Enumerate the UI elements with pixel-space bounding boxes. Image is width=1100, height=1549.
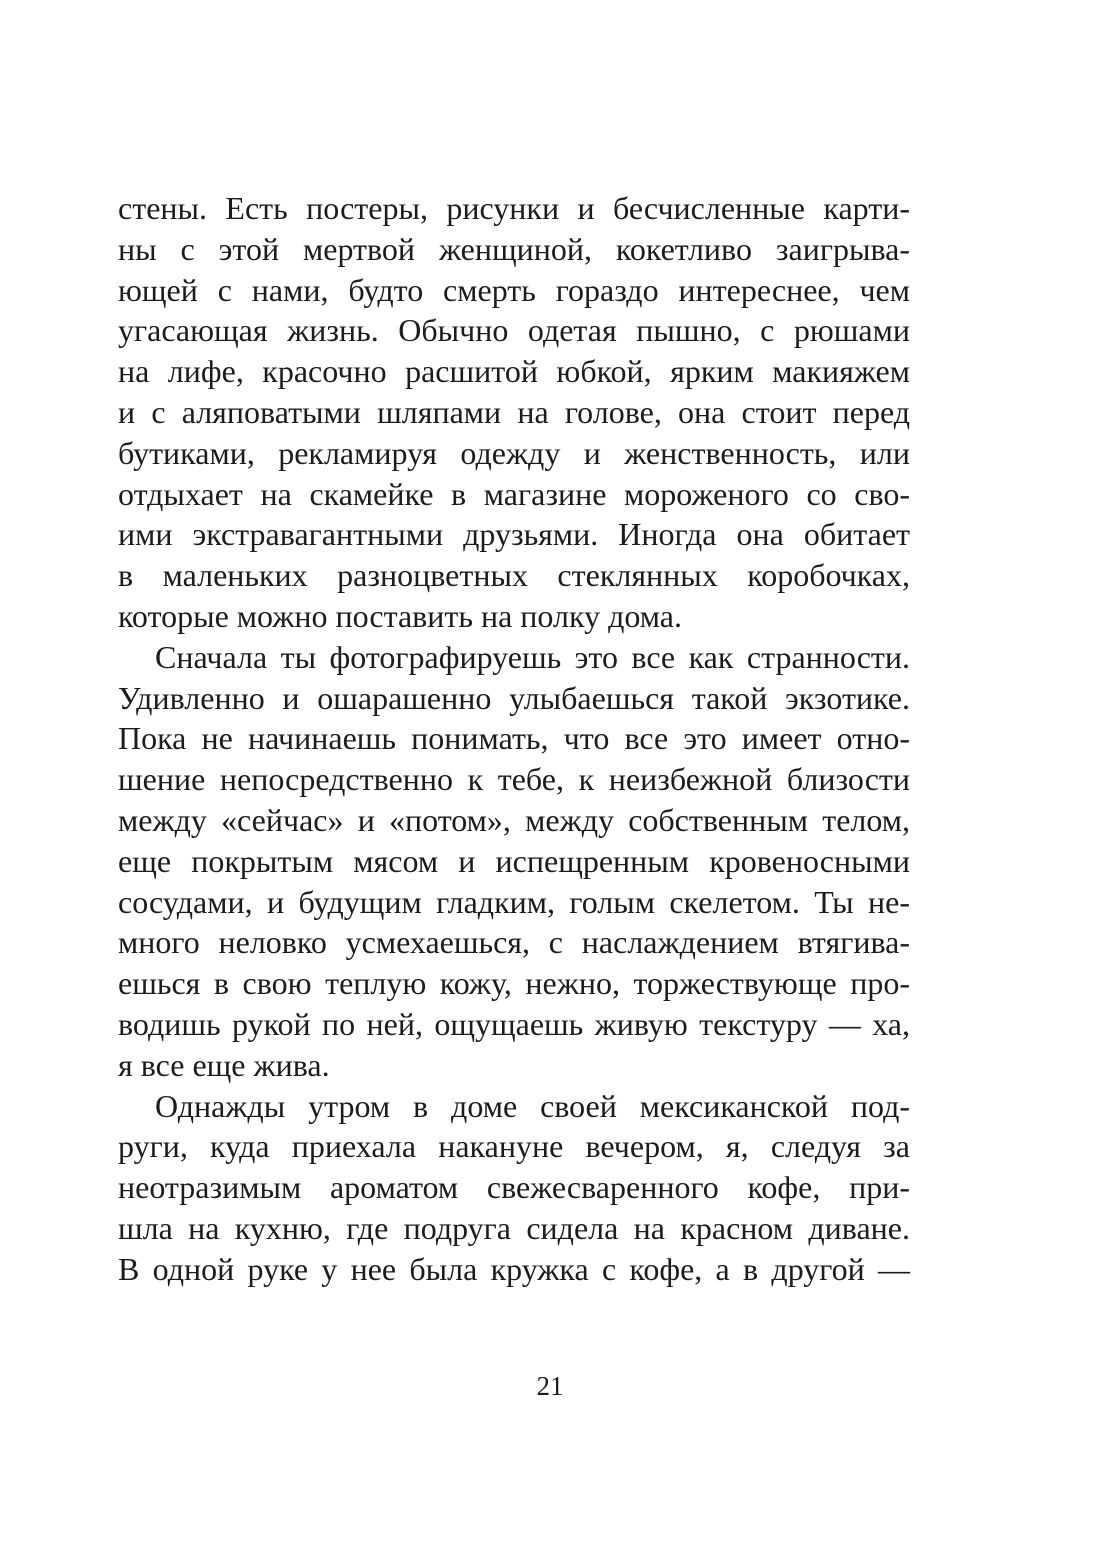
text-line: стены. Есть постеры, рисунки и бесчисленные карти- — [118, 190, 910, 226]
text-line: много неловко усмехаешься, с наслаждением втягива- — [118, 924, 910, 961]
text-line: неотразимым ароматом свежесваренного кофе, при- — [118, 1169, 910, 1206]
text-line: Пока не начинаешь понимать, что все это имеет отно- — [118, 720, 910, 757]
text-line: водишь рукой по ней, ощущаешь живую текстуру — ха, — [118, 1005, 910, 1042]
paragraph-3 — [118, 1086, 910, 1290]
text-line: на лифе, красочно расшитой юбкой, ярким макияжем — [118, 353, 910, 390]
text-line: Удивленно и ошарашенно улыбаешься такой экзотике. — [118, 679, 910, 716]
text-line: еще покрытым мясом и испещренным кровеносными — [118, 842, 910, 879]
text-line: ешься в свою теплую кожу, нежно, торжествующе про- — [118, 965, 910, 1002]
text-line: Однажды утром в доме своей мексиканской под- — [155, 1087, 910, 1124]
text-line: между «сейчас» и «потом», между собственным телом, — [118, 801, 910, 838]
text-line: ющей с нами, будто смерть гораздо интереснее, чем — [118, 271, 910, 308]
text-line: в маленьких разноцветных стеклянных коробочках, — [118, 557, 910, 594]
paragraph-1 — [118, 188, 910, 637]
text-line: шла на кухню, где подруга сидела на красном диване. — [118, 1209, 910, 1246]
text-line: шение непосредственно к тебе, к неизбежной близости — [118, 761, 910, 798]
text-line: ны с этой мертвой женщиной, кокетливо заигрыва- — [118, 230, 910, 267]
text-line: сосудами, и будущим гладким, голым скелетом. Ты не- — [118, 883, 910, 920]
text-line: руги, куда приехала накануне вечером, я, следуя за — [118, 1128, 910, 1165]
text-line: бутиками, рекламируя одежду и женственность, или — [118, 434, 910, 471]
page-number: 21 — [536, 1371, 564, 1401]
paragraph-2 — [118, 637, 910, 1086]
text-line: и с аляповатыми шляпами на голове, она стоит перед — [118, 393, 910, 430]
text-line: я все еще жива. — [118, 1046, 330, 1083]
text-line: которые можно поставить на полку дома. — [118, 597, 682, 634]
text-line: ими экстравагантными друзьями. Иногда она обитает — [118, 516, 910, 553]
body-text — [118, 188, 910, 1290]
text-line: В одной руке у нее была кружка с кофе, а в другой — — [118, 1250, 910, 1287]
text-line: угасающая жизнь. Обычно одетая пышно, с рюшами — [118, 312, 910, 349]
text-line: Сначала ты фотографируешь это все как странности. — [155, 638, 910, 675]
text-line: отдыхает на скамейке в магазине мороженого со сво- — [118, 475, 910, 512]
